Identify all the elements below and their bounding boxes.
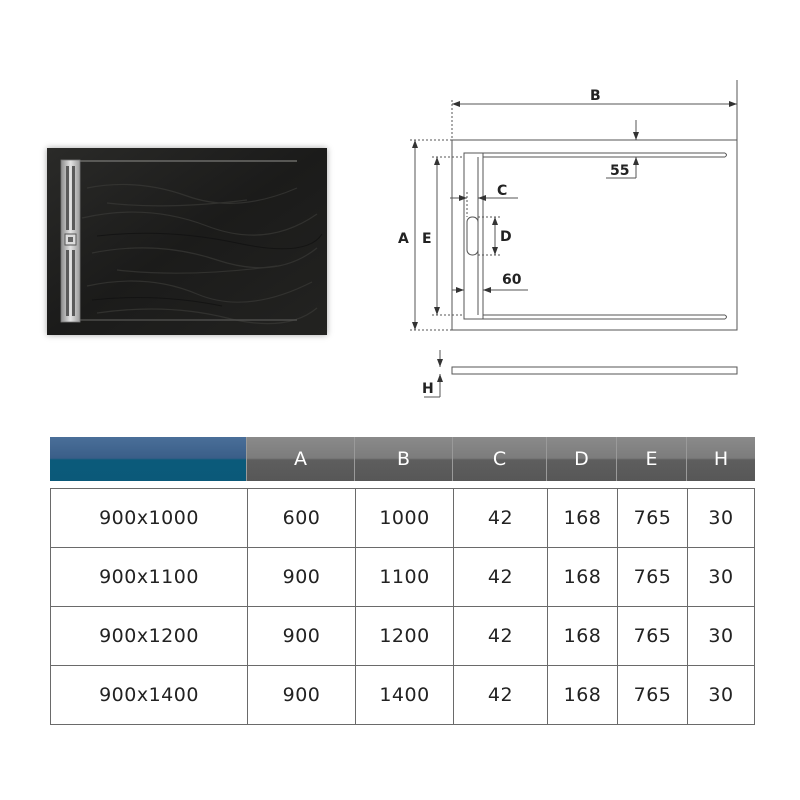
table-row bbox=[51, 666, 754, 724]
label-e: E bbox=[422, 231, 432, 247]
cell-c: 42 bbox=[453, 548, 547, 606]
label-c: C bbox=[497, 183, 508, 199]
cell-b: 1400 bbox=[355, 666, 453, 724]
cell-e: 765 bbox=[617, 489, 687, 547]
column-header-c: C bbox=[452, 437, 546, 481]
tray-side-profile bbox=[452, 367, 737, 374]
table-row bbox=[51, 607, 754, 666]
cell-a: 900 bbox=[247, 666, 355, 724]
label-55: 55 bbox=[610, 163, 630, 179]
cell-h: 30 bbox=[687, 607, 754, 665]
label-60: 60 bbox=[502, 272, 522, 288]
cell-d: 168 bbox=[547, 489, 617, 547]
cell-c: 42 bbox=[453, 666, 547, 724]
cell-h: 30 bbox=[687, 666, 754, 724]
cell-a: 900 bbox=[247, 548, 355, 606]
technical-drawing bbox=[380, 70, 780, 410]
column-header-a: A bbox=[246, 437, 354, 481]
slate-tray-image bbox=[47, 148, 327, 335]
cell-e: 765 bbox=[617, 607, 687, 665]
cell-a: 900 bbox=[247, 607, 355, 665]
cell-a: 600 bbox=[247, 489, 355, 547]
cell-e: 765 bbox=[617, 548, 687, 606]
header-blank-cell bbox=[50, 437, 246, 481]
label-d: D bbox=[500, 229, 512, 245]
drain-outlet bbox=[467, 217, 478, 255]
size-cell: 900x1400 bbox=[99, 684, 199, 706]
column-header-b: B bbox=[354, 437, 452, 481]
cell-h: 30 bbox=[687, 489, 754, 547]
cell-d: 168 bbox=[547, 607, 617, 665]
column-header-d: D bbox=[546, 437, 616, 481]
table-body bbox=[50, 488, 755, 725]
size-cell: 900x1100 bbox=[99, 566, 199, 588]
table-header bbox=[50, 437, 755, 481]
label-b: B bbox=[590, 88, 601, 104]
cell-b: 1100 bbox=[355, 548, 453, 606]
label-h: H bbox=[422, 381, 434, 397]
shower-tray-photo bbox=[47, 148, 327, 335]
cell-c: 42 bbox=[453, 607, 547, 665]
column-header-e: E bbox=[616, 437, 686, 481]
cell-d: 168 bbox=[547, 548, 617, 606]
table-row bbox=[51, 548, 754, 607]
column-header-h: H bbox=[686, 437, 755, 481]
size-cell: 900x1000 bbox=[99, 507, 199, 529]
cell-c: 42 bbox=[453, 489, 547, 547]
cell-h: 30 bbox=[687, 548, 754, 606]
cell-b: 1200 bbox=[355, 607, 453, 665]
label-a: A bbox=[398, 231, 409, 247]
table-row bbox=[51, 489, 754, 548]
size-cell: 900x1200 bbox=[99, 625, 199, 647]
cell-d: 168 bbox=[547, 666, 617, 724]
tray-dimension-diagram bbox=[380, 70, 780, 410]
cell-e: 765 bbox=[617, 666, 687, 724]
dimensions-table bbox=[50, 437, 755, 706]
cell-b: 1000 bbox=[355, 489, 453, 547]
